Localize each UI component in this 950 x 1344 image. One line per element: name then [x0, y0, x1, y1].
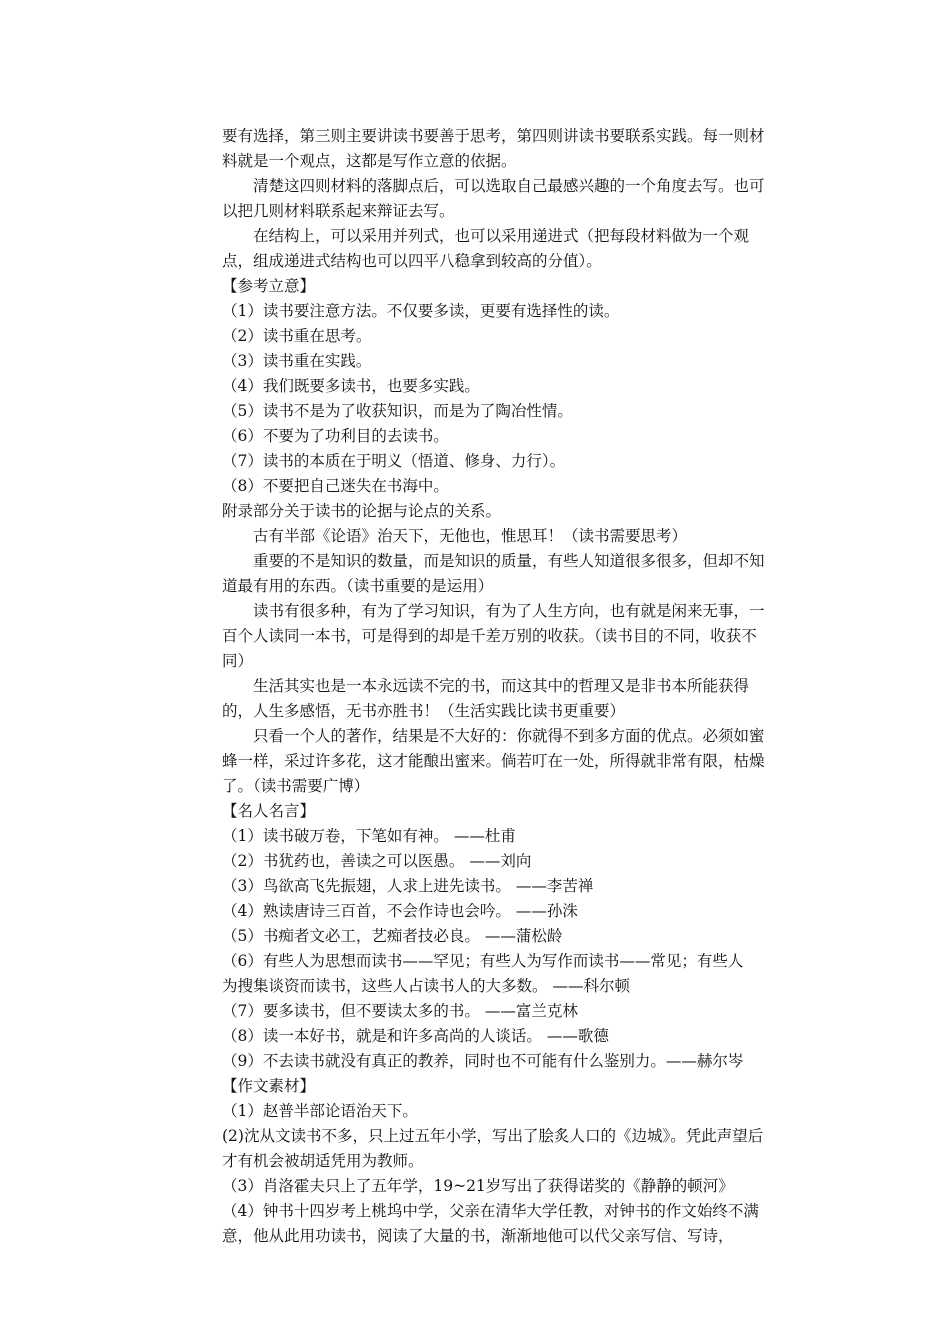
quote-author: ——蒲松龄	[484, 927, 563, 945]
quote-row	[222, 999, 778, 1024]
quote-text: （7）要多读书，但不要读太多的书。	[222, 1002, 480, 1020]
reference-item: （5）读书不是为了收获知识，而是为了陶冶性情。	[222, 402, 573, 420]
quote-row	[222, 899, 778, 924]
quote-row	[222, 824, 778, 849]
appendix-paragraph: 读书有很多种，有为了学习知识，有为了人生方向，也有就是闲来无事，一百个人读同一本书，可是得到的却是千差万别的收获。（读书目的不同，收获不同）	[222, 602, 765, 670]
quote-row	[222, 974, 778, 999]
reference-item: （8）不要把自己迷失在书海中。	[222, 477, 449, 495]
quote-text: （1）读书破万卷，下笔如有神。	[222, 827, 449, 845]
quote-row	[222, 1024, 778, 1049]
reference-item: （6）不要为了功利目的去读书。	[222, 427, 449, 445]
quote-author: ——歌德	[546, 1027, 609, 1045]
quote-row	[222, 924, 778, 949]
quote-author: ——孙洙	[515, 902, 578, 920]
quote-text: （5）书痴者文必工，艺痴者技必良。	[222, 927, 480, 945]
reference-item: （2）读书重在思考。	[222, 327, 372, 345]
appendix-title: 附录部分关于读书的论据与论点的关系。	[222, 502, 502, 520]
intro-paragraph-3: 在结构上，可以采用并列式，也可以采用递进式（把每段材料做为一个观点，组成递进式结构也可以四平八稳拿到较高的分值）。	[222, 227, 750, 270]
appendix-paragraph: 只看一个人的著作，结果是不大好的：你就得不到多方面的优点。必须如蜜蜂一样，采过许多花，这才能酿出蜜来。倘若叮在一处，所得就非常有限，枯燥了。（读书需要广博）	[222, 727, 765, 795]
quote-author: ——科尔顿	[552, 977, 630, 995]
quote-text: （8）读一本好书，就是和许多高尚的人谈话。	[222, 1027, 542, 1045]
material-heading: 【作文素材】	[222, 1077, 316, 1095]
appendix-paragraph: 生活其实也是一本永远读不完的书，而这其中的哲理又是非书本所能获得的，人生多感悟，无书亦胜书！（生活实践比读书更重要）	[222, 677, 750, 720]
quote-text: （4）熟读唐诗三百首，不会作诗也会吟。	[222, 902, 511, 920]
quotes-heading: 【名人名言】	[222, 802, 316, 820]
reference-heading: 【参考立意】	[222, 277, 316, 295]
material-item: (2)沈从文读书不多，只上过五年小学，写出了脍炙人口的《边城》。凭此声望后才有机会被胡适凭用为教师。	[222, 1127, 764, 1170]
material-item: （1）赵普半部论语治天下。	[222, 1102, 418, 1120]
quote-author: ——杜甫	[453, 827, 516, 845]
material-item: （3）肖洛霍夫只上了五年学，19~21岁写出了获得诺奖的《静静的顿河》	[222, 1177, 734, 1195]
reference-item: （7）读书的本质在于明义（悟道、修身、力行）。	[222, 452, 566, 470]
quote-row	[222, 874, 778, 899]
material-item: （4）钟书十四岁考上桃坞中学，父亲在清华大学任教，对钟书的作文始终不满意，他从此用功读书，阅读了大量的书，渐渐地他可以代父亲写信、写诗，	[222, 1202, 759, 1245]
intro-paragraph-1: 要有选择，第三则主要讲读书要善于思考，第四则讲读书要联系实践。每一则材料就是一个观点，这都是写作立意的依据。	[222, 127, 765, 170]
reference-item: （1）读书要注意方法。不仅要多读，更要有选择性的读。	[222, 302, 620, 320]
quote-9: （9）不去读书就没有真正的教养，同时也不可能有什么鉴别力。——赫尔岑	[222, 1052, 744, 1070]
quote-author: ——富兰克林	[484, 1002, 578, 1020]
quote-author: ——刘向	[469, 852, 532, 870]
quote-row	[222, 849, 778, 874]
appendix-paragraph: 古有半部《论语》治天下，无他也，惟思耳！（读书需要思考）	[253, 527, 688, 545]
quote-author: ——李苦禅	[515, 877, 594, 895]
reference-item: （4）我们既要多读书，也要多实践。	[222, 377, 480, 395]
quote-text: （2）书犹药也，善读之可以医愚。	[222, 852, 465, 870]
reference-item: （3）读书重在实践。	[222, 352, 372, 370]
document-page	[222, 124, 778, 1249]
appendix-paragraph: 重要的不是知识的数量，而是知识的质量，有些人知道很多很多，但却不知道最有用的东西。（读书重要的是运用）	[222, 552, 765, 595]
quote-text: （3）鸟欲高飞先振翅，人求上进先读书。	[222, 877, 511, 895]
quote-text: 为搜集谈资而读书，这些人占读书人的大多数。	[222, 977, 548, 995]
quote-6-line-1: （6）有些人为思想而读书——罕见；有些人为写作而读书——常见；有些人	[222, 952, 744, 970]
intro-paragraph-2: 清楚这四则材料的落脚点后，可以选取自己最感兴趣的一个角度去写。也可以把几则材料联系起来辩证去写。	[222, 177, 765, 220]
